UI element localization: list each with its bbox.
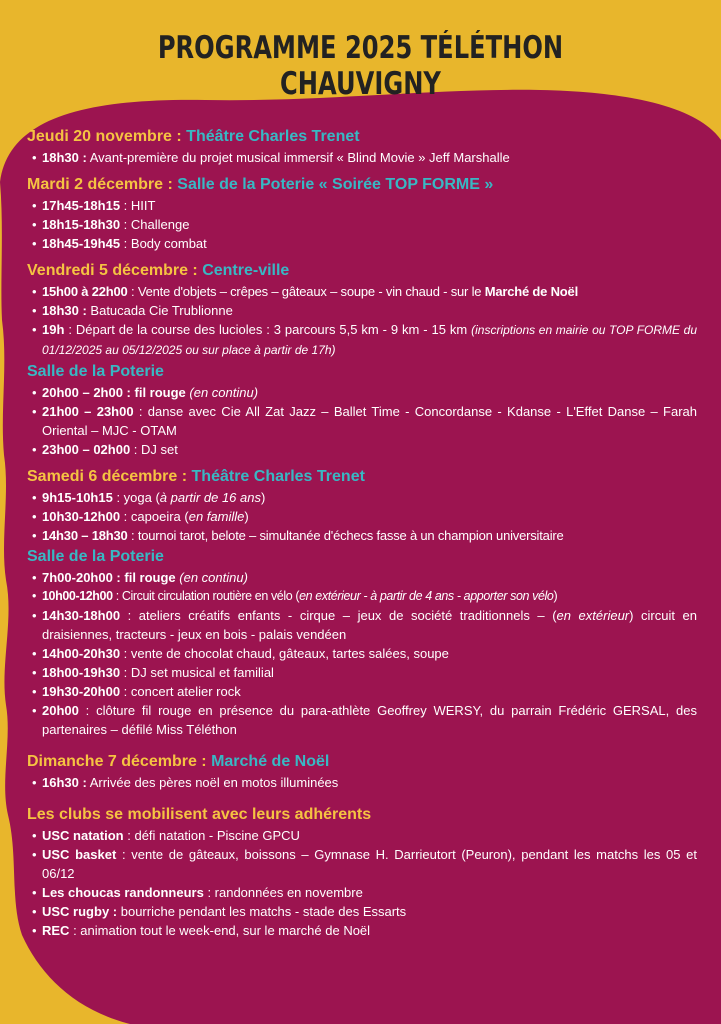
item-text: : DJ set: [130, 442, 178, 457]
list-item: [27, 402, 697, 440]
item-text: : vente de chocolat chaud, gâteaux, tartes salées, soupe: [120, 646, 449, 661]
section-vendredi-5-decembre: [27, 260, 697, 360]
day-label: Dimanche 7 décembre :: [27, 753, 212, 770]
venue-label: Marché de Noël: [211, 753, 330, 770]
list-item: [27, 606, 697, 644]
section-heading: [27, 751, 697, 773]
time-label: 18h00-19h30: [42, 665, 121, 680]
item-italic-text: en extérieur - à partir de 4 ans - apporter son vélo: [299, 589, 554, 603]
section-heading: [27, 126, 697, 148]
section-heading: Les clubs se mobilisent avec leurs adhérents: [27, 806, 372, 823]
item-italic-text: à partir de 16 ans: [159, 490, 261, 505]
section-heading: Salle de la Poterie: [27, 363, 164, 380]
time-label: 17h45-18h15: [42, 198, 121, 213]
list-item: [27, 526, 697, 545]
item-text: : danse avec Cie All Zat Jazz – Ballet Time - Concordanse - Kdanse - L'Effet Danse – Farah Oriental – MJC - OTAM: [42, 404, 697, 438]
item-text: : tournoi tarot, belote – simultanée d'échecs fasse à un champion universitaire: [127, 528, 564, 543]
page-title: PROGRAMME 2025 TÉLÉTHON CHAUVIGNY: [157, 30, 564, 102]
item-text: ): [553, 589, 558, 603]
item-text: bourriche pendant les matchs - stade des Essarts: [117, 904, 407, 919]
time-label: 18h30 :: [42, 150, 87, 165]
section-samedi-6-decembre: [27, 466, 697, 545]
item-text: : Circuit circulation routière en vélo (: [112, 589, 300, 603]
item-text: ): [260, 490, 266, 505]
item-bold-text: Marché de Noël: [484, 284, 578, 299]
club-name: USC rugby :: [42, 904, 118, 919]
list-item: [27, 902, 697, 921]
section-heading: [27, 174, 697, 196]
time-label: 20h00: [42, 703, 79, 718]
day-label: Vendredi 5 décembre :: [27, 262, 203, 279]
section-heading: Salle de la Poterie: [27, 548, 164, 565]
item-text: : ateliers créatifs enfants - cirque – jeux de société traditionnels – (: [120, 608, 557, 623]
time-label: 18h30 :: [42, 303, 87, 318]
item-italic-text: (en continu): [185, 385, 259, 400]
list-item: [27, 320, 697, 360]
item-text: : défi natation - Piscine GPCU: [123, 828, 300, 843]
list-item: [27, 568, 697, 587]
list-item: [27, 196, 697, 215]
item-italic-text: (inscriptions en mairie ou TOP FORME du 01/12/2025 au 05/12/2025 ou sur place à partir de 17h): [42, 323, 698, 357]
time-label: 9h15-10h15: [42, 490, 113, 505]
item-text: : clôture fil rouge en présence du para-athlète Geoffrey WERSY, du parrain Frédéric GERSAL, des partenaires – défilé Miss Téléthon: [42, 703, 697, 737]
time-label: 20h00 – 2h00 :: [42, 385, 131, 400]
section-jeudi-20-novembre: [27, 126, 697, 167]
list-item: [27, 440, 697, 459]
item-text: Avant-première du projet musical immersif « Blind Movie » Jeff Marshalle: [86, 150, 510, 165]
time-label: 21h00 – 23h00: [42, 404, 134, 419]
list-item: [27, 507, 697, 526]
list-item: [27, 215, 697, 234]
item-text: Arrivée des pères noël en motos illuminées: [86, 775, 339, 790]
time-label: 14h30-18h00: [42, 608, 121, 623]
club-name: REC: [42, 923, 70, 938]
list-item: [27, 663, 697, 682]
time-label: 19h30-20h00: [42, 684, 121, 699]
section-heading: [27, 260, 697, 282]
section-salle-de-la-poterie-vendredi: [27, 361, 697, 459]
time-label: 14h30 – 18h30: [42, 528, 128, 543]
club-name: USC natation: [42, 828, 124, 843]
list-item: [27, 587, 697, 606]
section-salle-de-la-poterie-samedi: [27, 546, 697, 739]
list-item: [27, 644, 697, 663]
time-label: 18h15-18h30: [42, 217, 121, 232]
item-text: : vente de gâteaux, boissons – Gymnase H. Darrieutort (Peuron), pendant les matchs les 05 et 06/12: [42, 847, 698, 881]
item-text: : HIIT: [120, 198, 156, 213]
item-italic-text: (en continu): [175, 570, 248, 585]
section-clubs: [27, 804, 697, 940]
section-mardi-2-decembre: [27, 174, 697, 253]
item-text: : Challenge: [120, 217, 190, 232]
item-bold-text: fil rouge: [130, 385, 186, 400]
list-item: [27, 826, 697, 845]
time-label: 7h00-20h00 :: [42, 570, 121, 585]
venue-label: Théâtre Charles Trenet: [186, 128, 360, 145]
time-label: 18h45-19h45: [42, 236, 121, 251]
item-italic-text: en famille: [188, 509, 245, 524]
list-item: [27, 488, 697, 507]
item-text: : Body combat: [120, 236, 207, 251]
day-label: Samedi 6 décembre :: [27, 468, 192, 485]
time-label: 10h00-12h00: [42, 589, 113, 603]
item-text: Batucada Cie Trublionne: [86, 303, 233, 318]
list-item: [27, 845, 697, 883]
day-label: Mardi 2 décembre :: [27, 176, 178, 193]
list-item: [27, 148, 697, 167]
item-text: : Départ de la course des lucioles : 3 parcours 5,5 km - 9 km - 15 km: [64, 322, 472, 337]
day-label: Jeudi 20 novembre :: [27, 128, 187, 145]
item-text: : randonnées en novembre: [203, 885, 363, 900]
time-label: 10h30-12h00: [42, 509, 121, 524]
list-item: [27, 282, 697, 301]
item-text: : concert atelier rock: [120, 684, 241, 699]
item-text: ): [244, 509, 249, 524]
list-item: [27, 921, 697, 940]
list-item: [27, 301, 697, 320]
time-label: 15h00 à 22h00: [42, 284, 128, 299]
venue-label: Centre-ville: [202, 262, 290, 279]
item-text: : capoeira (: [120, 509, 189, 524]
list-item: [27, 234, 697, 253]
list-item: [27, 682, 697, 701]
club-name: Les choucas randonneurs: [42, 885, 204, 900]
time-label: 14h00-20h30: [42, 646, 121, 661]
item-text: : yoga (: [112, 490, 160, 505]
item-text: : animation tout le week-end, sur le marché de Noël: [69, 923, 371, 938]
time-label: 19h: [42, 322, 65, 337]
venue-label: Salle de la Poterie « Soirée TOP FORME »: [177, 176, 494, 193]
item-italic-text: en extérieur: [556, 608, 630, 623]
programme-content: [27, 126, 697, 940]
time-label: 23h00 – 02h00: [42, 442, 131, 457]
list-item: [27, 701, 697, 739]
time-label: 16h30 :: [42, 775, 87, 790]
club-name: USC basket: [42, 847, 117, 862]
item-text: : DJ set musical et familial: [120, 665, 274, 680]
list-item: [27, 773, 697, 792]
item-text: ) circuit en draisiennes, tracteurs - jeux en bois - palais vendéen: [42, 608, 697, 642]
item-text: : Vente d'objets – crêpes – gâteaux – soupe - vin chaud - sur le: [127, 284, 485, 299]
item-bold-text: fil rouge: [120, 570, 176, 585]
venue-label: Théâtre Charles Trenet: [191, 468, 365, 485]
list-item: [27, 383, 697, 402]
section-heading: [27, 466, 697, 488]
section-dimanche-7-decembre: [27, 751, 697, 792]
list-item: [27, 883, 697, 902]
